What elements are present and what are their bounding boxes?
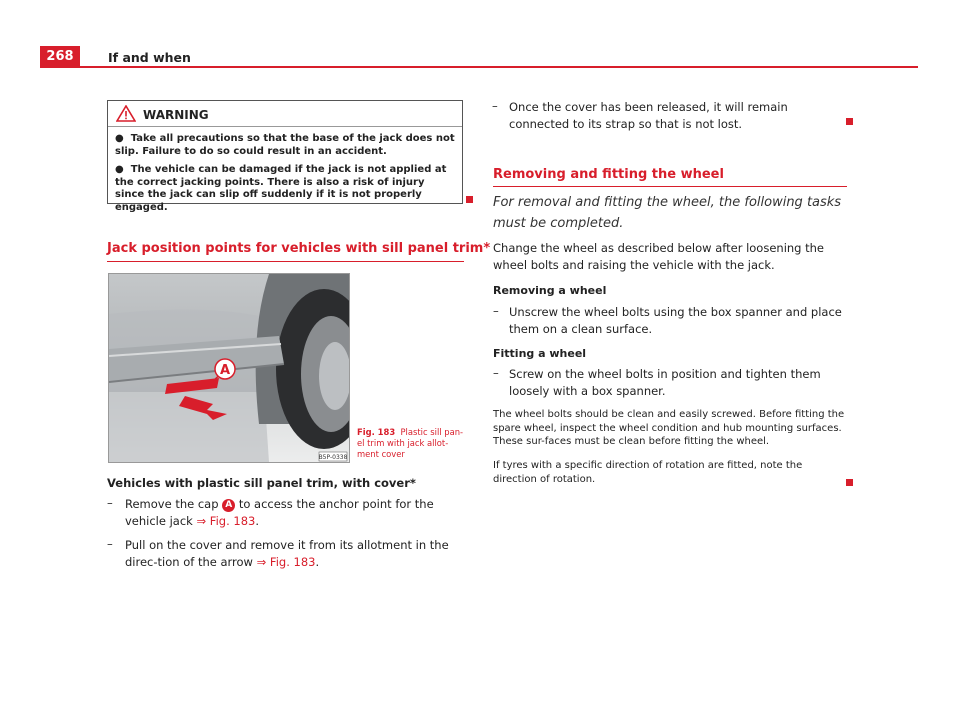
figure-caption-text: Plastic sill pan-el trim with jack allot-ment cover (357, 427, 464, 459)
dash-marker: – (492, 99, 498, 113)
note-paragraph: If tyres with a specific direction of rotation are fitted, note the direction of rotation. (493, 460, 803, 485)
note-paragraph: The wheel bolts should be clean and easily screwed. Before fitting the spare wheel, inspect the wheel condition and hub mounting surfaces. These sur-faces must be clean before fitting the wheel. (493, 409, 845, 447)
step-remove-cap: Remove the cap A to access the anchor point for the vehicle jack ⇒ Fig. 183. (125, 497, 434, 528)
figure-callout-a: A (219, 363, 231, 378)
chapter-title: If and when (108, 50, 191, 65)
page-number: 268 (40, 46, 80, 68)
warning-header (108, 101, 462, 127)
warning-item (115, 133, 455, 158)
step-pull-cover: Pull on the cover and remove it from its allotment in the direc-tion of the arrow ⇒ Fig. 183. (125, 538, 449, 569)
section-rule (107, 261, 464, 262)
step-text: Pull on the cover and remove it from its allotment in the direc-tion of the arrow (125, 538, 449, 569)
step-cover-released: Once the cover has been released, it will remain connected to its strap so that is not lost. (509, 100, 788, 131)
section-end-mark (466, 196, 473, 203)
section-title: Removing and fitting the wheel (493, 167, 724, 182)
warning-item-text: The vehicle can be damaged if the jack is not applied at the correct jacking points. There is also a risk of injury since the jack can slip off suddenly if it is not properly engaged. (115, 164, 447, 213)
dash-marker: – (493, 304, 499, 318)
section-rule (493, 186, 847, 187)
dash-marker: – (107, 496, 113, 510)
step-removing: Unscrew the wheel bolts using the box spanner and place them on a clean surface. (509, 305, 842, 336)
intro-text: For removal and fitting the wheel, the following tasks must be completed. (493, 195, 842, 231)
dash-marker: – (107, 537, 113, 551)
bullet-icon: ● (115, 133, 131, 144)
figure-sill-trim (108, 273, 350, 463)
step-fitting: Screw on the wheel bolts in position and tighten them loosely with a box spanner. (509, 367, 821, 398)
section-end-mark (846, 118, 853, 125)
figure-caption (357, 427, 467, 460)
section-end-mark (846, 479, 853, 486)
figure-caption-number: Fig. 183 (357, 427, 396, 437)
subheading-removing: Removing a wheel (493, 284, 607, 297)
sill-trim-illustration (109, 274, 349, 462)
warning-item-text: Take all precautions so that the base of the jack does not slip. Failure to do so could result in an accident. (115, 133, 455, 157)
warning-box (107, 100, 463, 213)
warning-triangle-icon (116, 105, 136, 122)
dash-marker: – (493, 366, 499, 380)
figure-code: B5P-0338 (318, 454, 348, 461)
subheading-fitting: Fitting a wheel (493, 347, 587, 360)
bullet-icon: ● (115, 164, 131, 175)
warning-item (115, 164, 455, 214)
paragraph: Change the wheel as described below after loosening the wheel bolts and raising the vehicle with the jack. (493, 241, 825, 272)
callout-badge-a: A (222, 499, 235, 512)
warning-title: WARNING (143, 108, 209, 122)
step-text: Remove the cap (125, 497, 219, 511)
step-text: to access the anchor point for the vehicle jack (125, 497, 434, 528)
section-title: Jack position points for vehicles with sill panel trim* (107, 241, 491, 256)
figure-link[interactable]: ⇒ Fig. 183 (256, 554, 316, 569)
figure-link[interactable]: ⇒ Fig. 183 (196, 513, 256, 528)
subheading-sill-trim: Vehicles with plastic sill panel trim, with cover* (107, 476, 416, 490)
header-rule (80, 66, 918, 68)
